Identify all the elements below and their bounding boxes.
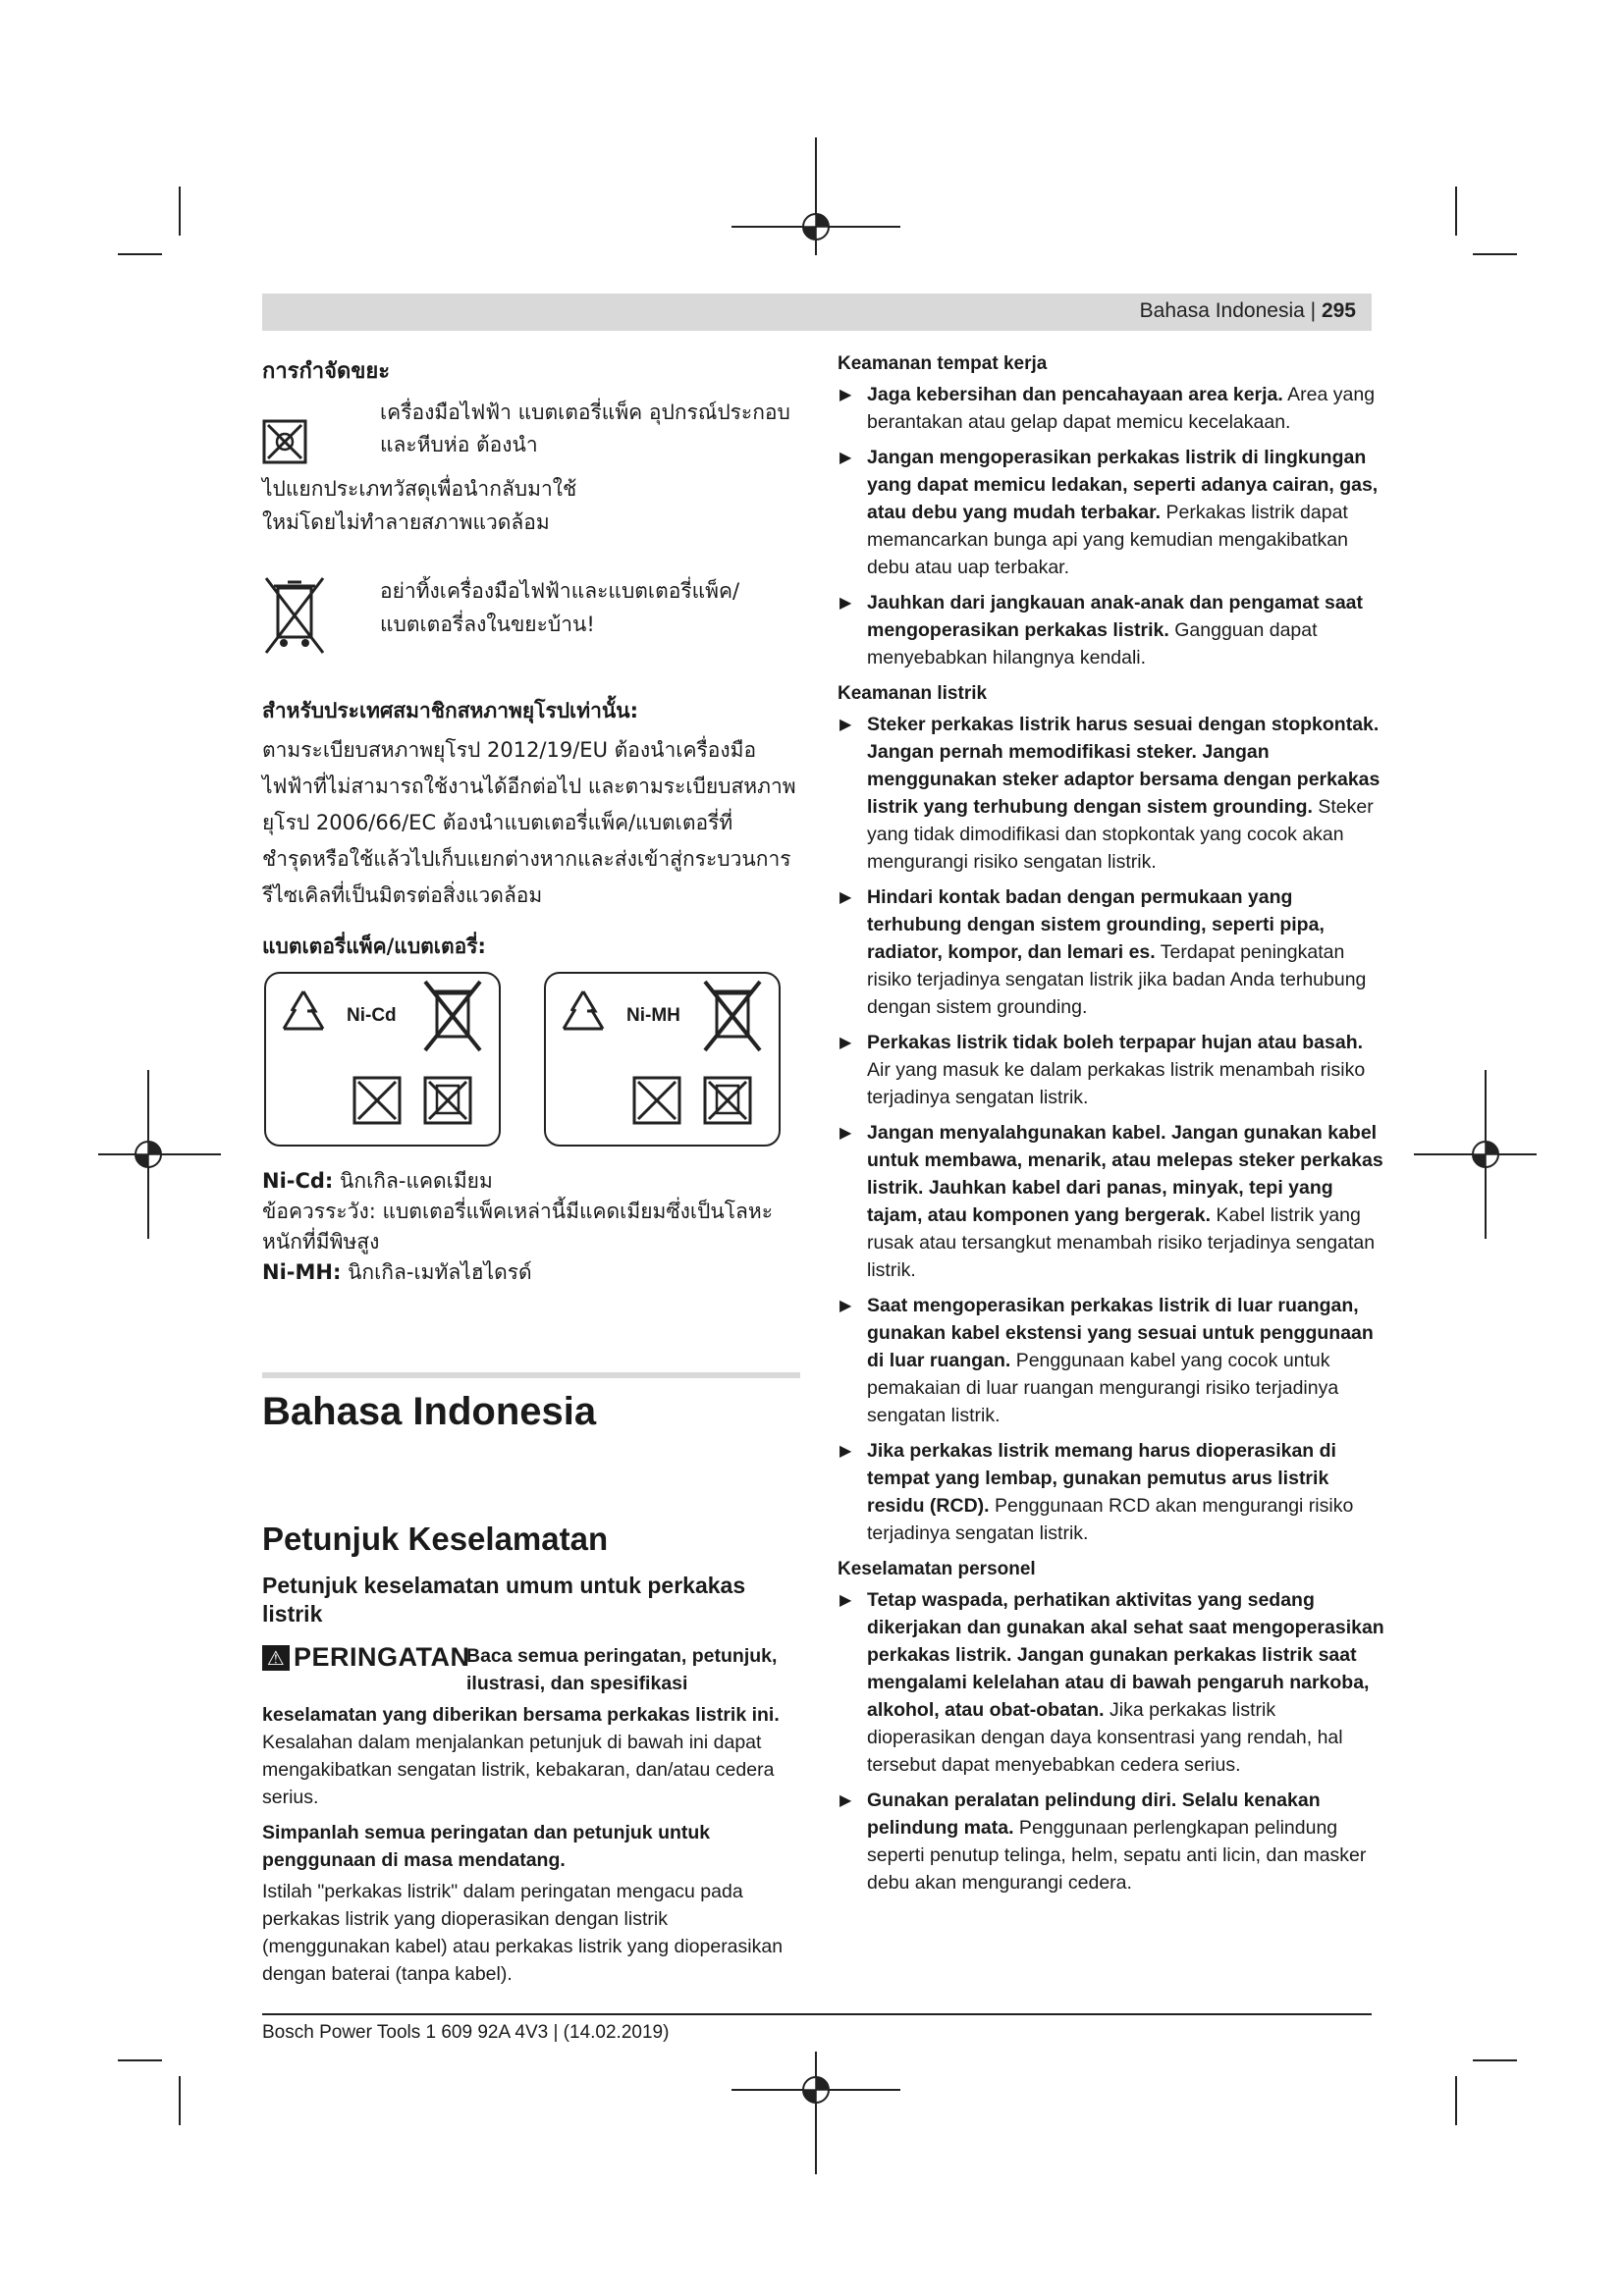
crossed-package-icon [632, 1076, 681, 1125]
crossed-pb-bin-icon [703, 1076, 752, 1125]
list-item [838, 883, 1387, 1021]
nimh-definition [262, 1257, 800, 1288]
item-text: Penggunaan kabel yang cocok untuk pemakaian di luar ruangan mengurangi risiko terjadinya sengatan listrik. [867, 1350, 1339, 1426]
bullet-arrow-icon: ▶ [839, 595, 852, 612]
disposal-text-3: ไปแยกประเภทวัสดุเพื่อนำกลับมาใช้ [262, 477, 577, 501]
disposal-text-4: ใหม่โดยไม่ทำลายสภาพแวดล้อม [262, 510, 550, 534]
crossed-bin-icon [423, 980, 482, 1056]
list-item [838, 1586, 1387, 1779]
header-text [1140, 299, 1356, 323]
list-item [838, 589, 1387, 671]
nicd-value: นิกเกิล-แคดเมียม [340, 1169, 493, 1193]
bullet-arrow-icon: ▶ [839, 1035, 852, 1051]
item-bold: Tetap waspada, perhatikan aktivitas yang sedang dikerjakan dan gunakan akal sehat saat mengoperasikan perkakas listrik. Jangan gunakan perkakas listrik saat mengalami kelelahan atau di bawah pengaruh narkoba, alkohol, atau obat-obatan. [867, 1589, 1384, 1721]
page-number: 295 [1321, 299, 1356, 322]
nicd-key: Ni-Cd: [262, 1169, 334, 1193]
crop-mark [118, 2059, 162, 2061]
list-item [838, 1787, 1387, 1896]
item-bold: Jika perkakas listrik memang harus dioperasikan di tempat yang lembap, gunakan pemutus arus listrik residu (RCD). [867, 1440, 1336, 1517]
crop-mark [179, 187, 181, 236]
item-bold: Jangan mengoperasikan perkakas listrik di lingkungan yang dapat memicu ledakan, seperti adanya cairan, gas, atau debu yang mudah terbakar. [867, 447, 1379, 523]
battery-symbols [262, 972, 800, 1158]
nimh-value: นิกเกิล-เมทัลไฮไดรด์ [348, 1260, 532, 1284]
right-column [838, 353, 1387, 1904]
footer-text: Bosch Power Tools 1 609 92A 4V3 | (14.02.2019) [262, 2022, 670, 2043]
item-text: Penggunaan RCD akan mengurangi risiko terjadinya sengatan listrik. [867, 1495, 1354, 1544]
nicd-definition [262, 1166, 800, 1197]
crossed-bin-icon [262, 574, 327, 659]
bullet-arrow-icon: ▶ [839, 387, 852, 403]
left-column [262, 353, 800, 1988]
caution-line-1: ข้อควรระวัง: แบตเตอรี่แพ็คเหล่านี้มีแคดเมียมซึ่งเป็นโลหะ [262, 1200, 773, 1223]
language-title: Bahasa Indonesia [262, 1390, 597, 1433]
crop-mark [1455, 187, 1457, 236]
disposal-block [262, 398, 800, 574]
battery-symbol-nicd [264, 972, 501, 1147]
warning-intro-2: ilustrasi, dan spesifikasi [466, 1673, 688, 1694]
warning-badge [262, 1642, 470, 1673]
item-text: Penggunaan perlengkapan pelindung seperti penutup telinga, helm, sepatu anti licin, dan masker debu akan mengurangi cedera. [867, 1817, 1367, 1894]
eu-line: ยุโรป 2006/66/EC ต้องนำแบตเตอรี่แพ็ค/แบตเตอรี่ที่ [262, 811, 733, 834]
item-text: Area yang berantakan atau gelap dapat memicu kecelakaan. [867, 384, 1376, 433]
bullet-arrow-icon: ▶ [839, 450, 852, 466]
recycle-icon [276, 986, 331, 1041]
warning-intro-1: Baca semua peringatan, petunjuk, [466, 1645, 778, 1667]
list-item [838, 1437, 1387, 1547]
bullet-arrow-icon: ▶ [839, 1125, 852, 1142]
footer-rule [262, 2013, 1372, 2015]
registration-line [815, 2052, 817, 2174]
safety-title: Petunjuk Keselamatan [262, 1521, 609, 1557]
crossed-bin-icon [703, 980, 762, 1056]
item-bold: Hindari kontak badan dengan permukaan yang terhubung dengan sistem grounding, seperti pipa, radiator, kompor, dan lemari es. [867, 886, 1325, 963]
item-bold: Steker perkakas listrik harus sesuai dengan stopkontak. Jangan pernah memodifikasi steker. Jangan menggunakan steker adaptor bersama dengan perkakas listrik yang terhubung dengan sistem grounding. [867, 714, 1380, 818]
warning-triangle-icon: ⚠ [262, 1645, 290, 1671]
bullet-arrow-icon: ▶ [839, 717, 852, 733]
bin-text-1: อย่าทิ้งเครื่องมือไฟฟ้าและแบตเตอรี่แพ็ค/ [380, 579, 740, 603]
item-text: Jika perkakas listrik dioperasikan dengan daya konsentrasi yang rendah, hal tersebut dapat menyebabkan cedera serius. [867, 1699, 1343, 1776]
item-bold: Gunakan peralatan pelindung diri. Selalu kenakan pelindung mata. [867, 1789, 1321, 1839]
warning-rest: Kesalahan dalam menjalankan petunjuk di bawah ini dapat mengakibatkan sengatan listrik, kebakaran, dan/atau cedera serius. [262, 1732, 775, 1808]
warning-header [262, 1642, 800, 1701]
electric-safety-title: Keamanan listrik [838, 683, 988, 704]
item-text: Kabel listrik yang rusak atau tersangkut menambah risiko terjadinya sengatan listrik. [867, 1204, 1376, 1281]
item-bold: Saat mengoperasikan perkakas listrik di luar ruangan, gunakan kabel ekstensi yang sesuai untuk penggunaan di luar ruangan. [867, 1295, 1374, 1371]
keep-instructions: Simpanlah semua peringatan dan petunjuk untuk penggunaan di masa mendatang. [262, 1822, 711, 1871]
bullet-arrow-icon: ▶ [839, 889, 852, 906]
bin-block [262, 574, 800, 682]
item-text: Perkakas listrik dapat memancarkan bunga api yang kemudian mengakibatkan debu atau uap terbakar. [867, 502, 1348, 578]
crop-mark [118, 253, 162, 255]
warning-word: PERINGATAN [294, 1642, 470, 1672]
bullet-arrow-icon: ▶ [839, 1443, 852, 1460]
crossed-out-package-icon [262, 419, 307, 464]
warning-intro [466, 1642, 777, 1697]
nimh-key: Ni-MH: [262, 1260, 342, 1284]
bullet-arrow-icon: ▶ [839, 1592, 852, 1609]
crossed-package-icon [352, 1076, 402, 1125]
list-item [838, 711, 1387, 876]
header-language: Bahasa Indonesia [1139, 299, 1305, 322]
crop-mark [1473, 2059, 1517, 2061]
item-text: Air yang masuk ke dalam perkakas listrik menambah risiko terjadinya sengatan listrik. [867, 1059, 1366, 1108]
eu-heading: สำหรับประเทศสมาชิกสหภาพยุโรปเท่านั้น: [262, 699, 638, 722]
registration-target-icon [134, 1140, 163, 1169]
warning-bold: keselamatan yang diberikan bersama perkakas listrik ini. [262, 1704, 780, 1726]
recycle-icon [556, 986, 611, 1041]
general-safety-title: Petunjuk keselamatan umum untuk perkakas listrik [262, 1573, 746, 1627]
list-item [838, 1119, 1387, 1284]
list-item [838, 444, 1387, 581]
disposal-text-2: และหีบห่อ ต้องนำ [380, 433, 538, 456]
term-definition: Istilah "perkakas listrik" dalam peringatan mengacu pada perkakas listrik yang dioperasikan dengan listrik (menggunakan kabel) atau perkakas listrik yang dioperasikan dengan baterai (tanpa kabel). [262, 1881, 784, 1985]
warning-text [262, 1701, 800, 1811]
item-bold: Jangan menyalahgunakan kabel. Jangan gunakan kabel untuk membawa, menarik, atau melepas steker perkakas listrik. Jauhkan kabel dari panas, minyak, tepi yang tajam, atau komponen yang bergerak. [867, 1122, 1383, 1226]
crop-mark [179, 2076, 181, 2125]
eu-line: ไฟฟ้าที่ไม่สามารถใช้งานได้อีกต่อไป และตามระเบียบสหภาพ [262, 774, 796, 798]
item-bold: Perkakas listrik tidak boleh terpapar hujan atau basah. [867, 1032, 1364, 1053]
battery-symbol-nimh [544, 972, 781, 1147]
bullet-arrow-icon: ▶ [839, 1792, 852, 1809]
crop-mark [1473, 253, 1517, 255]
item-bold: Jaga kebersihan dan pencahayaan area kerja. [867, 384, 1283, 405]
list-item [838, 381, 1387, 436]
item-text: Terdapat peningkatan risiko terjadinya sengatan listrik jika badan Anda terhubung dengan sistem grounding. [867, 941, 1367, 1018]
caution-line-2: หนักที่มีพิษสูง [262, 1230, 380, 1254]
battery-label-nimh: Ni-MH [626, 1005, 680, 1026]
eu-text [262, 732, 800, 914]
list-item [838, 1029, 1387, 1111]
registration-target-icon [801, 212, 831, 241]
section-divider [262, 1372, 800, 1378]
eu-line: ชำรุดหรือใช้แล้วไปเก็บแยกต่างหากและส่งเข้าสู่กระบวนการ [262, 847, 791, 871]
list-item [838, 1292, 1387, 1429]
eu-line: ตามระเบียบสหภาพยุโรป 2012/19/EU ต้องนำเครื่องมือ [262, 738, 757, 762]
crossed-pb-bin-icon [423, 1076, 472, 1125]
personal-safety-title: Keselamatan personel [838, 1559, 1036, 1579]
registration-target-icon [1471, 1140, 1500, 1169]
work-area-title: Keamanan tempat kerja [838, 353, 1048, 374]
registration-target-icon [801, 2075, 831, 2105]
item-text: Gangguan dapat menyebabkan hilangnya kendali. [867, 619, 1318, 668]
battery-label-nicd: Ni-Cd [347, 1005, 397, 1026]
disposal-heading: การกำจัดขยะ [262, 359, 391, 384]
page-header [262, 294, 1372, 331]
item-bold: Jauhkan dari jangkauan anak-anak dan pengamat saat mengoperasikan perkakas listrik. [867, 592, 1364, 641]
eu-line: รีไซเคิลที่เป็นมิตรต่อสิ่งแวดล้อม [262, 883, 543, 907]
header-separator: | [1310, 299, 1317, 322]
battery-heading: แบตเตอรี่แพ็ค/แบตเตอรี่: [262, 934, 486, 958]
crop-mark [1455, 2076, 1457, 2125]
bullet-arrow-icon: ▶ [839, 1298, 852, 1314]
disposal-text-1: เครื่องมือไฟฟ้า แบตเตอรี่แพ็ค อุปกรณ์ประกอบ [380, 400, 790, 424]
bin-text-2: แบตเตอรี่ลงในขยะบ้าน! [380, 613, 595, 636]
item-text: Steker yang tidak dimodifikasi dan stopkontak yang cocok akan mengurangi risiko sengatan listrik. [867, 796, 1374, 873]
